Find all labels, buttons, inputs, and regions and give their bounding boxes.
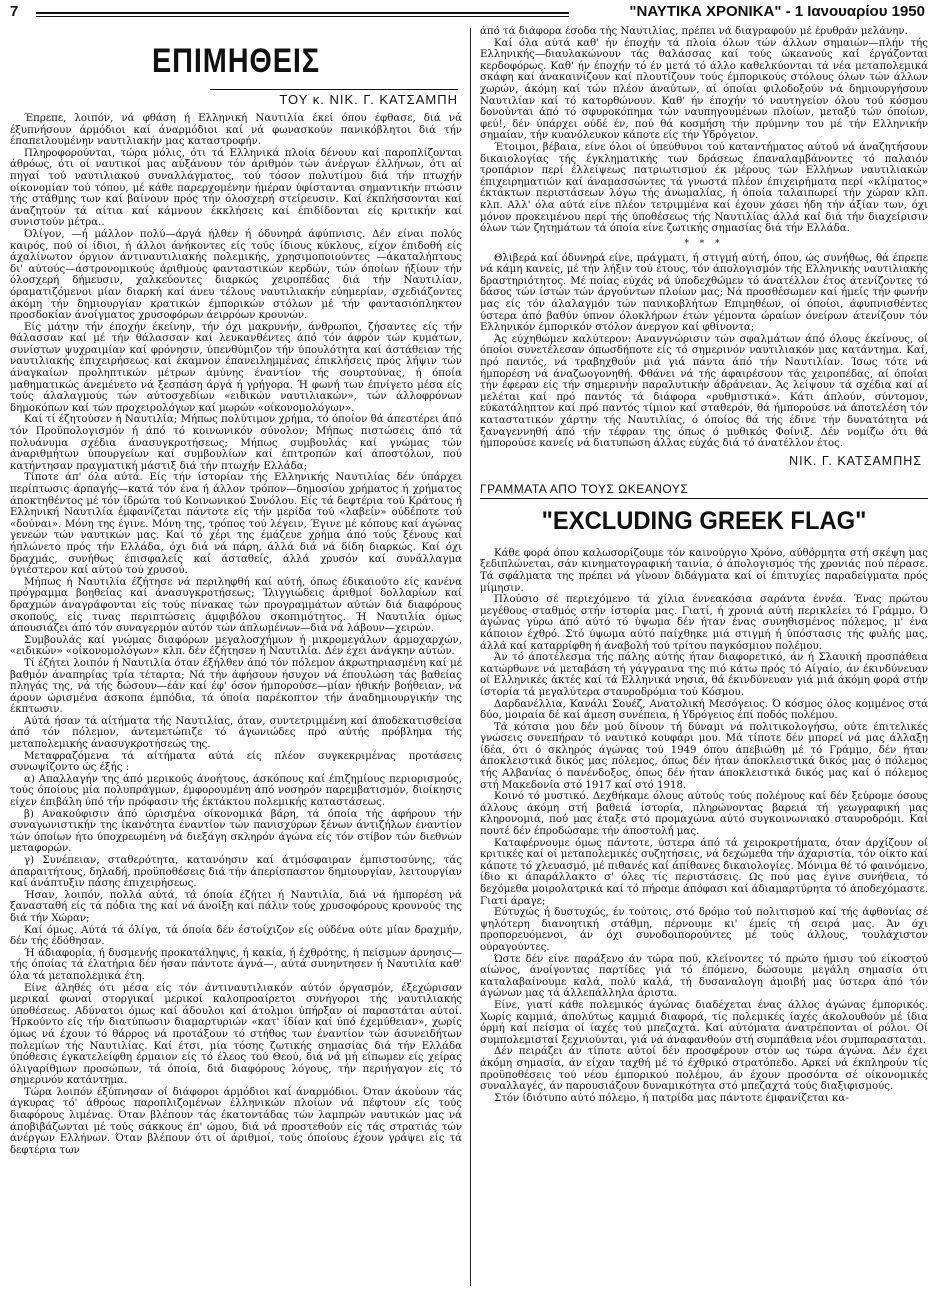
author-signature: ΝΙΚ. Γ. ΚΑΤΣΑΜΠΗΣ — [789, 453, 922, 468]
paragraph: γ) Συνέπειαν, σταθερότητα, κατανόησιν καί άτμόσφαιραν έμπιστοσύνης, τάς άπαραιτήτους, δηλαδή, προϋποθέσεις διά τήν άπερίσπαστον δημιουργίαν, λειτουργίαν καί άνάπτυξιν πάσης έπιχειρήσεως. — [10, 855, 462, 890]
paragraph: Όλίγον, —ή μάλλον πολύ—άργά ήλθεν ή όδυνηρά άφύπνισις. Δέν είναι πολύς καιρός, πού οί ίδιοι, ή άλλοι άνήκοντες είς τούς ίδιους κύκλους, είχον έπιδοθή είς άχαλίνωτον όργιον άντιναυτιλιακής πολεμικής, χρησιμοποιούντες —άκαταλήπτους δι' αύτούς—άστρονομικούς άριθμούς φανταστικών κερδών, τών όποίων ήξίουν τήν όλοσχερή δήμευσιν, χαλκεύοντες διαρκώς χειροπέδας διά τήν Ναυτιλίαν, όραματιζόμενοι μίαν διαρκή καί άνευ τέλους ναυτιλιακήν εύημερίαν, σχεδιάζοντες άκόμη τήν δημιουργίαν κρατικών έμπορικών στόλων μέ τήν φαντασιόπληκτον προσδοκίαν άνοίγματος χρυσοφόρων άειρρόων κρουνών. — [10, 228, 462, 322]
paragraph: Δέν πειράζει άν τίποτε αύτοί δέν προσφέρουν στόν ως τώρα άγώνα. Δέν έχει άκόμη σημασία, άν είχαν ταχθή μέ τό έχθρικό στρατόπεδο. Αρκεί νά έκπληρούν τίς προϋποθέσεις τού νέου έμπορικού πολέμου, άν έχουν προσόντα σέ οίκονομικές συναλλαγές, άν παρουσιάζουν δυναμικότητα στό μπεζαχτά τούς διαξιφισμούς. — [480, 1046, 928, 1093]
paragraph: Εύτυχώς ή δυστυχώς, έν τούτοις, στό δρόμο τού πολιτισμού καί τής άφθονίας σέ ψηλότερη διανοητική στάθμη, πέρνουμε κι' έμείς τή σειρά μας. Άν όχι προπορευόμενοι, άν όχι συνοδοιπορούντες μέ τούς άλλους, τουλάχιστον ούραγούντες. — [480, 907, 928, 953]
paragraph: β) Ανακούφισιν άπό ώρισμένα οίκονομικά βάρη, τά όποία τής άφήρουν τήν συναγωνιστικήν της ίκανότητα έναντίον τών πανισχύρων ξένων άντιζήλων έναντίον τών όποίων ήτο ύποχρεωμένη νά διεξάγη σκληρόν άγώνα είς τόν στίβον τών διεθνών μεταφορών. — [10, 808, 462, 855]
paragraph: Στόν ίδιότυπο αύτό πόλεμο, ή πατρίδα μας πάντοτε έμφανίζεται κα- — [494, 1092, 849, 1104]
paragraph: Τώρα λοιπόν έξύπνησαν οί διάφοροι άρμόδιοι καί άναρμόδιοι. Όταν άκούουν τάς άγκυρας τό' άθρόως παροπλιζομένων έλληνικών πλοίων νά πέφτουν είς τούς διαφόρους λιμένας. Όταν βλέπουν τάς έκατοντάδας τών λαμπρών ναυτικών μας νά άποβιβάζωνται μέ τούς σάκκους έπ' ώμου, διά νά προστεθούν είς τάς στρατιάς τών άνέργων Ελλήνων. Όταν βλέπουν ότι οί άριθμοί, τούς όποίους έχουν γράψει είς τά δεφτέρια των — [10, 1086, 462, 1156]
paragraph: Τί έζήτει λοιπόν ή Ναυτιλία όταν έξήλθεν άπό τόν πόλεμον άκρωτηριασμένη καί μέ βαθμόν άναπηρίας τρία τέταρτα; Νά τήν άφήσουν ήσυχον νά έπουλώση τάς βαθείας πληγάς της, νά τής δώσουν—έάν καί έφ' όσον ήμπορούσε—μίαν ήθικήν βοήθειαν, νά άρουν ώρισμένα άσκοπα έμπόδια, τά όποία παρέκοπτον τήν άναδημιουργικήν της έκπτωσιν. — [10, 657, 462, 716]
article-byline: ΤΟΥ κ. ΝΙΚ. Γ. ΚΑΤΣΑΜΠΗ — [210, 89, 458, 107]
page-number: 7 — [10, 3, 19, 20]
paragraph: Καί όμως. Αύτά τά όλίγα, τά όποία δέν έστοίχιζον είς ούδένα ούτε μίαν δραχμήν, δέν τής έδόθησαν. — [10, 924, 462, 948]
paragraph: Κοινό τό μυστικό. Δεχθήκαμε όλους αύτούς τούς πολέμους καί δέν ξεύρομε όσους άλλους άκόμη στή βαθειά ίστορία, πληρώνοντας βαρειά τή γεωγραφική μας κληρονομιά, πού μας έταξε στό προμαχώνα αύτό συγκοινωνιακό σταυροδρόμι. Καί πουτέ δέν έπροδώσαμε τήν άποστολή μας. — [480, 791, 928, 838]
paragraph: Μεταφραζόμενα τά αίτήματα αύτά είς πλέον συγκεκριμένας προτάσεις συνωψίζοντο ώς έξής : — [10, 750, 462, 774]
paragraph: α) Απαλλαγήν της άπό μερικούς άνοήτους, άσκόπους καί έπιζημίους περιορισμούς, τούς όποίους μία πολυπράγμων, έμφορουμένη άπό νοσηρόν παρεμβατισμόν, διοίκησις είχεν έπιβάλη ύπό τήν πρόφασιν τής έκτάκτου πολεμικής καταστάσεως. — [10, 773, 462, 809]
paragraph: Θλιβερά καί όδυνηρά είνε, πράγματι, ή στιγμή αύτή, όπου, ώς συνήθως, θά έπρεπε νά κάμη κανείς, μέ τήν λήξιν τού έτους, τόν άπολογισμόν τής Ελληνικής ναυτιλιακής δραστηριότητος. Μέ ποίας εύχάς νά ύποδεχθώμεν τό άνατέλλον έτος άτενίζοντες τό δάσος τών ίστών τών άργούντων πλοίων μας; Νά προσθέσωμεν καί ήμείς τήν φωνήν μας είς τόν άλαλαγμόν τών πανικοβλήτων Επιμηθέων, οί όποίοι, άφυπνισθέντες ύστερα άπό βαθύν ύπνον όλοκλήρων έτών γέμοντα ώραίων όνείρων άτενίζουν τόν Ελληνικόν έμπορικόν στόλον άνεργον καί φθίνοντα; — [480, 252, 928, 334]
paragraph: Συμβουλάς καί γνώμας διαφόρων μεγαλοσχήμων ή μικρομεγάλων άρμοχαρχών, «ειδικών» «οίκονομολόγων» κλπ. δέν έζήτησεν ή Ναυτιλία. Δέν έχει άνάγκην αύτών. — [10, 634, 462, 658]
paragraph: Αύτά ήσαν τά αίτήματα τής Ναυτιλίας, όταν, συντετριμμένη καί άποδεκατισθείσα άπό τόν πόλεμον, άντεμετώπιζε τό άγωνιώδες πρό αύτής πρόβλημα τής μεταπολεμικής άνασυγκροτήσεώς της. — [10, 715, 462, 751]
paragraph: Άς εύχηθώμεν καλύτερον: Ανανγνώρισιν τών σφαλμάτων άπό όλους έκείνους, οί όποίοι συνετέλεσαν όπωσδήποτε είς τό σημερινόν ναυτιλιακόν μας κατάντημα. Καί, πρό παντός, νά τραβηχθούν μιά γιά πάντα άπό τήν Ναυτιλίαν. Ίσως τότε νά ήμπορέση νά άναζωογονηθή. Φθάνει νά τής άφαιρέσουν τάς χειροπέδας, αί όποίαι τήν έφεραν είς τήν σημερινήν παραλυτικήν άδράνειαν. Άς λείψουν τά σχέδια καί αί μελέται καί πρό παντός τά διάφορα «ρυθμιστικά». Κάτι άπλούν, σύντομον, εύκατάληπτον καί πρό παντός τίμιον καί σταθερόν, θά ήμπορούσε νά άποτελέση τόν καταστατικόν χάρτην τής Ναυτιλίας, ό όποίος θά τής έδινε τήν δυνατότητα νά ξαναγεννηθή άπό τήν τέφραν της όπως ό μυθικός Φοίνιξ. Δέν νομίζω ότι θά ήμπορούσε κανείς νά διατυπώση άλλας εύχάς διά τό άνατέλλον έτος. — [480, 333, 928, 450]
article-title: ΕΠΙΜΗΘΕΙΣ — [152, 42, 320, 80]
column-divider — [470, 28, 471, 1286]
paragraph: Μήπως ή Ναυτιλία έζήτησε νά περιληφθή καί αύτή, όπως έδικαιούτο είς κανένα πρόγραμμα βοηθείας καί άνασυγκροτήσεως; Ίλιγγιώδεις άριθμοί δολλαρίων καί δραχμών άναγράφονται είς τούς πίνακας τών προγραμμάτων αύτών διά διαφόρους σκοπούς, είς τινας περιπτώσεις άμφιβόλου σκοπιμότητος. Ή Ναυτιλία όμως άπουσιάζει άπό τόν συναγερμόν αύτόν τών άπλωμένων—διά νά λάβουν—χειρών. — [10, 576, 462, 635]
paragraph: Είνε άληθές ότι μέσα είς τόν άντιναυτιλιακόν αύτόν όργασμόν, έξεχώρισαν μερικαί φωναί στοργικαί μερικοί καλοπροαίρετοι συνήγοροι τής ναυτιλιακής ύποθέσεως. Αδύνατοι όμως καί άδουλοι καί άτολμοι ύπήρξαν οί παραστάται αύτοί. Ήρκούντο είς τήν διατύπωσιν διαμαρτυριών «κατ' ίδίαν καί ύπό έχεμύθειαν», χωρίς όμως νά έχουν τό θάρρος νά προτάξουν τό στήθος των έναντίον τών άσυνειδήτων πολεμίων τής Ναυτιλίας. Καί έτσι, μία τόσης ζωτικής σημασίας διά τήν Ελλάδα ύπόθεσις έγκατελείφθη έρμαιον είς τό έλεος τού Θεού, διά νά μή είπωμεν είς χείρας όλιγαρίθμων προσώπων, τά όποία, διά διαφόρους λόγους, τήν περιήγαγον είς τό σημερινόν κατάντημα. — [10, 982, 462, 1087]
paragraph: Πληροφορούνται, τώρα μόλις, ότι τά Ελληνικά πλοία δένουν καί παροπλίζονται άθρόως, ότι οί ναυτικοί μας αύξάνουν τόν άριθμόν τών άνέργων έλλήνων, ότι αί πηγαί τού ναυτιλιακού συναλλάγματος, τού τόσον πολυτίμου διά τήν πτωχήν οίκονομίαν τού τόπου, μέ κάθε παρερχομένην ήμέραν ύφίστανται σημαντικήν πτώσιν τής στάθμης των καί βαίνουν πρός τήν όλοσχερή στείρευσιν. Καί έκπλήσσονται καί άναζητούν τά αίτια καί κάμνουν έκκλήσεις καί έπιδίδονται είς κριτικήν καί συνιστούν μέτρα.. — [10, 147, 462, 229]
page-header — [8, 3, 929, 21]
right-column — [480, 26, 928, 1288]
article-continuation — [480, 26, 928, 235]
header-rule — [36, 12, 569, 17]
paragraph: Πλούσιο σέ περιεχόμενο τά χίλια έννεακόσια σαράντα έννέα. Ένας πρώτου μεγέθους σταθμός στήν ίστορία μας. Γιατί, ή χρονιά αύτή περικλείει τό Γράμμο. Ό άγώνας γύρω άπό αύτό τό ύψωμα δέν ήταν ένας συνηθισμένος πόλεμος, μ' ένα κάποιον έχθρό. Στό ύψωμα αύτό παίχθηκε μιά στιγμή ή ύπόστασις τής φυλής μας, άλλά καί καταρρίφθη ή άναβολή τού τρίτου παγκόσμιου πολέμου. — [480, 594, 928, 652]
paragraph: Ήσαν, λοιπόν, πολλά αύτά, τά όποία έζήτει ή Ναυτιλία, διά νά ήμπορέση νά ξανασταθή είς τά πόδια της καί νά άνοίξη καί πάλιν τούς χρυσοφόρους κρουνούς της διά τήν Χώραν; — [10, 889, 462, 924]
paragraph: Τίποτε άπ' όλα αύτά. Είς τήν ίστορίαν τής Ελληνικής Ναυτιλίας δέν ύπάρχει περίπτωσις άρπαγής—κατά τόν ένα ή άλλον τρόπον—δημοσίου χρήματος ή χρήματος άποκτηθέντος μέ τόν ίδρώτα τού Κοινωνικού Συνόλου. Είς τά δεφτέρια τού Κράτους ή Ελληνική Ναυτιλία έμφανίζεται πάντοτε είς τήν μερίδα τού «λαβείν» ούδέποτε τού «δούναι». Μόνη της έγινε. Μόνη της, τρόπος τού λέγειν, Έγινε μέ κόπους καί άγώνας γενεών τών ναυτικών μας. Καί τό χέρι της έμάζευε χρήμα άπό τούς ξένους καί ήπλώνετο πρός τήν Ελλάδα, όχι διά νά πάρη, άλλά διά νά δίδη διαρκώς. Καί όχι δραχμάς, συνήθως έπισφαλείς καί άσταθείς, άλλά χρυσόν καί συνάλλαγμα ύγιέστερον καί αύτού τού χρυσού. — [10, 472, 462, 577]
paragraph: Καί όλα αύτά καθ' ήν έποχήν τά πλοία όλων τών άλλων σημαιών—πλήν τής Ελληνικής—διαυλακώνουν τάς θαλάσσας καί τούς ώκεανούς καί έργάζονται κερδοφόρως. Καθ' ήν έποχήν τό έν μετά τό άλλο καθελκύονται τά νέα μεταπολεμικά σκάφη καί άνακαινίζουν καί πλουτίζουν τούς έμπορικούς στόλους όλων τών άλλων χωρών, άκόμη καί τών πλέον άναύτων, αί όποίαι φιλοδοξούν νά δημιουργήσουν Ναυτιλίαν καί τό κατορθώνουν. Καθ' ήν έποχήν τό ναυτηγείον όλου τού κόσμου δονούνται άπό τό σφυροκόπημα τών ναυπηγουμένων πλοίων, μεταξύ τών όποίων, φεύ!, δέν ύπάρχει ούδέ έν, πού θά κοσμήση τήν πρύμνην του μέ τήν Ελληνικήν σημαίαν, τήν κυανόλευκον κάποτε είς τήν Υδρόγειον. — [480, 37, 928, 142]
paragraph: Τά κότσια μου δέν μού δίνουν τή δύναμι νά πολιτικολογήσω, ούτε έπιτελικές γνώσεις συνεπήραν τό ναυτικό κουφάρι μου. Μά τίποτε δέν μπορεί νά μας άλλαξη ίδέα, ότι ό σκληρός άγώνας τού 1949 όπου άπεβιώθη μέ τό Γράμμο, δέν ήταν άποκλειστικά δικός μας πόλεμος, όπως δέν ήταν άποκλειστικά δικός μας ό πόλεμος τής Αλβανίας ό πανένδοξος, όπως δέν ήταν άποκλειστικά δικός μας καί ό πόλεμος στή Μακεδονία στό 1917 καί στό 1918. — [480, 721, 928, 791]
paragraph: Ώστε δέν είνε παράξενο άν τώρα πού, κλείνοντες τό πρώτο ήμισυ τού είκοστού αίώνος, άνοίγοντας παρτίδες γιά τό έπόμενο, δώσουμε μεγάλη σημασία ότι καταλαβαίνουμε καλά, πολύ καλά, τή δυσαναλογη άμοιβή μας ύστερα άπό τόν άγώνων μας τά άλλεπάλληλα άριστα. — [480, 953, 928, 1000]
article2-body — [480, 548, 928, 1105]
paragraph: άπό τά διάφορα έσοδα τής Ναυτιλίας, πρέπει νά διαγραφούν μέ έρυθράν μελάνην. — [480, 26, 908, 37]
paragraph: Έτοιμοι, βέβαια, είνε όλοι οί ύπεύθυνοι τού καταντήματος αύτού νά άναζητήσουν δικαιολογίας τής έγκληματικής των δράσεως έπαναλαμβάνοντες τό παλαιόν τροπάριον περί έλλείψεως πατριωτισμού έκ μέρους τών Ελλήνων ναυτιλιακών έπιχειρηματιών καί άναμασσώντες τά γνωστά πλέον έπιχειρήματα περί «κλίματος» έκτάκτων περιστάσεων λόγω τής άνωμαλίας, ή όποία ταλαιπωρεί τήν χώραν κλπ. κλπ. Αλλ' όλα αύτά είνε πλέον τετριμμένα καί έχουν χάσει ήδη τήν άξίαν των, όχι μόνον προκειμένου περί τής ύποθέσεως τής Ναυτιλίας άλλά καί διά τήν διαχείρισιν όλων τών ζητημάτων τά όποία είνε ζωτικής σημασίας διά τήν Ελλάδα. — [480, 141, 928, 235]
paragraph: Ή άδιαφορία, ή δυσμενής προκατάληψις, ή κακία, ή έχθρότης, ή πείσμων άρνησις—τής όποίας τά έλατήρια δέν ήσαν πάντοτε άγνά—, αύτά συνηντησεν ή Ναυτιλία καθ' όλα τά μεταπολεμικά έτη. — [10, 947, 462, 982]
paragraph: Έπρεπε, λοιπόν, νά φθάση ή Ελληνική Ναυτιλία έκεί όπου έφθασε, διά νά έξυπνήσουν άρμόδιοι καί άναρμόδιοι καί νά φωνασκούν πανικόβλητοι διά τήν έπαπειλουμένην ναυτιλιακήν μας καταστροφήν. — [10, 113, 462, 148]
article2-headline: "EXCLUDING GREEK FLAG" — [541, 506, 867, 535]
paragraph: Καί τί έζητούσεν ή Ναυτιλία; Μήπως πολύτιμον χρήμα, τό όποίον θά άπεστέρει άπό τόν Προϋπολογισμόν ή άπό τό κοινωνικόν σύνολον; Μήπως πιστώσεις άπό τά πολυάνυμα σχέδια άνασυγκροτήσεως; Μήπως συμβουλάς καί γνώμας τών άναριθμήτων ύπουργείων καί συμβουλίων καί έπιτροπών καί άποστόλων, πού κατήντησαν πραγματική μάστιξ διά τήν πτωχήν Ελλάδα; — [10, 414, 462, 472]
section-stars: * * * — [684, 238, 724, 249]
paragraph: Είς μάτην τήν έποχήν έκείνην, τήν όχι μακρυνήν, άνθρωποι, ζήσαντες είς τήν θάλασσαν καί μέ τήν θάλασσαν καί λευκανθέντες άπό τόν άφρόν τών κυμάτων, συνίστων ψυχραιμίαν καί φρόνησιν, ύπενθύμιζον τήν ύπουλότητα καί άστάθειαν τής ναυτιλιακής έπιχειρήσεως καί έκαμνον έπανειλημμένας έπικλήσεις πρός λήψιν τών άναγκαίων προληπτικών μέτρων άμύνης έναντίον τής σουρτούνας, ή όποία μαθηματικώς άνεμένετο νά ξεσπάση άργά ή γρήγορα. Ή φωνή των έπνίγετο μέσα είς τούς άλαλαγμούς τών αύτοσχεδίων «ειδικών ναυτιλιακών», τών άλλοφρόνων δημοκόπων καί τών προχειρολόγων καί μωρών «οίκονομολόγων». — [10, 321, 462, 414]
paragraph: Είνε, γιατί κάθε πολεμικός άγώνας διαδέχεται ένας άλλος άγώνας έμπορικός. Χωρίς καμμιά, άπολύτως καμμιά διαφορά, τίς πολεμικές ίαχές άκολουθούν μέ ίδια όρμή καί πείσμα οί ίαχές τού μπεζαχτά. Καί αύτόματα άνατρέπονται οί ρόλοι. Οί συμπολεμισταί ξεχνιούνται, γιά νά άναφανθούν στή συμπάθεια νέοι συμπαρασταται. — [480, 999, 928, 1046]
paragraph: Καταφέρνουμε όμως πάντοτε, ύστερα άπό τά χειροκροτήματα, όταν άρχίζουν οί κριτικές καί οί μεταπολεμικές συζητήσεις, νά δεχώμεθα τήν άχαριστία, τόν οίκτο καί κάποτε τό χλευασμό, μέ πιθανές καί άπίθανες δικαιολογίες. Μόνιμα θέ τό φαινόμενο, ίδιο κι άπαράλλακτο σ' όλες τίς περιστάσεις. Ως πού μας έγινε συνήθεια, τό δεχόμεθα μοιρολατρικά καί τό πήραμε άπόφασι καί άδιαμαρτύρητα τό άποδεχόμαστε. Γιατί άραγε; — [480, 837, 928, 907]
paragraph: Δαρδανέλλια, Κανάλι Σουέζ, Ανατολική Μεσόγειος. Ό κόσμος όλος κομμένος στά δύο, μοιραία δέ καί άμεση συνέπεια, ή Υδρόγειος έπί ποδός πολέμου. — [480, 698, 928, 722]
section-heading: ΓΡΑΜΜΑΤΑ ΑΠΟ ΤΟΥΣ ΩΚΕΑΝΟΥΣ — [480, 482, 928, 499]
left-column — [10, 26, 462, 1288]
article-body — [10, 113, 462, 1156]
paragraph: Κάθε φορά όπου καλωσορίζουμε τόν καινούργιο Χρόνο, αύθόρμητα στή σκέψη μας ξεδιπλώνεται, σάν κινηματογραφική ταινία, ό άπολογισμός τής χρονιάς πού πέρασε. Τά σφάλματα της πρέπει νά γίνουν διδάγματα καί οί έπιτυχίες παραδείγματα πρός μίμησιν. — [480, 547, 928, 594]
article-closing — [480, 253, 928, 450]
paragraph: Άν τό άποτέλεσμα τής πάλης αύτής ήταν διαφορετικό, άν ή Σλαυική προσπάθεια κατώρθωνε νά μεταβάση τή γάγγραινα της πιό κάτω πρός τό Αίγαίο, άν έκινδύνευαν οί Ελληνικές άκτές καί τά Ελληνικά νησιά, θά έκινδύνευαν γιά μιά άκόμη φορά στήν ίστορία τά μεγαλύτερα σταυροδρόμια τού Κόσμου. — [480, 652, 928, 698]
newspaper-title: "ΝΑΥΤΙΚΑ ΧΡΟΝΙΚΑ" - 1 Ιανουαρίου 1950 — [629, 3, 925, 20]
